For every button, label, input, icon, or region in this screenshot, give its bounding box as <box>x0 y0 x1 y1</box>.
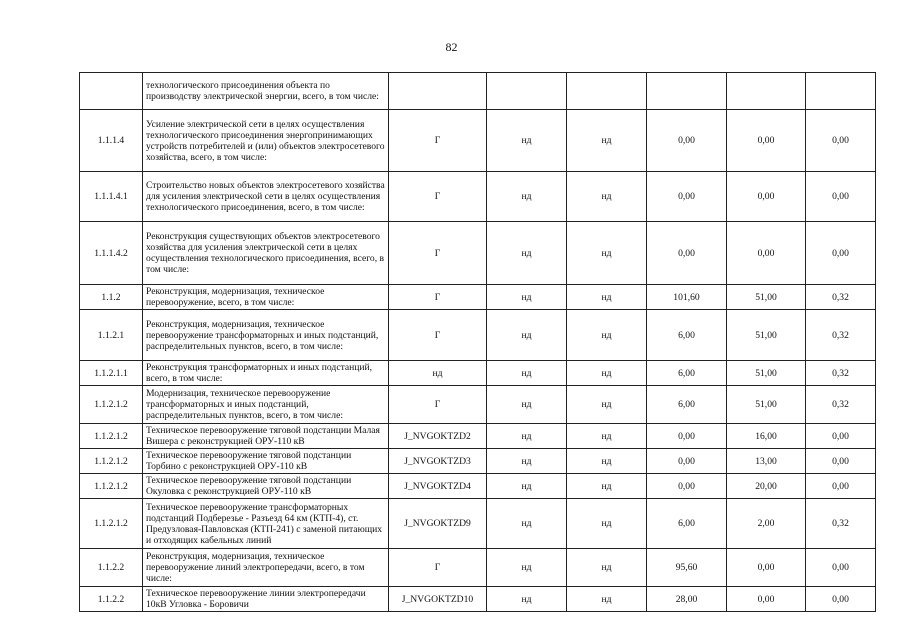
row-number-cell: 1.1.2.1.2 <box>80 424 143 449</box>
table-row <box>80 549 876 587</box>
value-cell-5: 0,00 <box>806 549 876 587</box>
value-cell-4: 51,00 <box>727 310 806 361</box>
value-cell-2: нд <box>567 474 647 499</box>
table-row <box>80 73 876 110</box>
description-cell: Техническое перевооружение линии электропередачи 10кВ Угловка - Боровичи <box>143 587 389 612</box>
value-cell-4 <box>727 73 806 110</box>
value-cell-3: 0,00 <box>647 474 727 499</box>
description-cell: Техническое перевооружение трансформаторных подстанций Подберезье - Разъезд 64 км (КТП-4), ст. Предузловая-Павловская (КТП-241) с заменой питающих и отходящих кабельных линий <box>143 499 389 549</box>
value-cell-1 <box>487 73 567 110</box>
value-cell-3: 6,00 <box>647 386 727 424</box>
value-cell-5: 0,00 <box>806 172 876 222</box>
value-cell-2: нд <box>567 172 647 222</box>
table-row <box>80 361 876 386</box>
value-cell-2: нд <box>567 449 647 474</box>
value-cell-3 <box>647 73 727 110</box>
value-cell-1: нд <box>487 110 567 172</box>
value-cell-1: нд <box>487 361 567 386</box>
value-cell-2: нд <box>567 310 647 361</box>
value-cell-4: 0,00 <box>727 172 806 222</box>
description-cell: Модернизация, техническое перевооружение трансформаторных и иных подстанций, распределительных пунктов, всего, в том числе: <box>143 386 389 424</box>
value-cell-2: нд <box>567 285 647 310</box>
value-cell-5: 0,00 <box>806 474 876 499</box>
description-cell: Реконструкция существующих объектов электросетевого хозяйства для усиления электрической сети в целях осуществления технологического присоединения, всего, в том числе: <box>143 222 389 285</box>
identifier-cell <box>389 73 487 110</box>
description-cell: Усиление электрической сети в целях осуществления технологического присоединения энергопринимающих устройств потребителей и (или) объектов электросетевого хозяйства, всего, в том числе: <box>143 110 389 172</box>
table-row <box>80 222 876 285</box>
description-cell: Техническое перевооружение тяговой подстанции Малая Вишера с реконструкцией ОРУ-110 кВ <box>143 424 389 449</box>
row-number-cell: 1.1.2.1.2 <box>80 499 143 549</box>
value-cell-4: 0,00 <box>727 549 806 587</box>
row-number-cell <box>80 73 143 110</box>
identifier-cell: Г <box>389 310 487 361</box>
value-cell-4: 51,00 <box>727 386 806 424</box>
value-cell-2: нд <box>567 110 647 172</box>
value-cell-4: 20,00 <box>727 474 806 499</box>
identifier-cell: J_NVGOKTZD10 <box>389 587 487 612</box>
description-cell: Реконструкция, модернизация, техническое перевооружение трансформаторных и иных подстанций, распределительных пунктов, всего, в том числе: <box>143 310 389 361</box>
row-number-cell: 1.1.2.1.2 <box>80 386 143 424</box>
row-number-cell: 1.1.2.2 <box>80 587 143 612</box>
value-cell-3: 6,00 <box>647 499 727 549</box>
row-number-cell: 1.1.2.1.2 <box>80 449 143 474</box>
row-number-cell: 1.1.2.2 <box>80 549 143 587</box>
value-cell-2 <box>567 73 647 110</box>
value-cell-4: 0,00 <box>727 587 806 612</box>
row-number-cell: 1.1.1.4.2 <box>80 222 143 285</box>
value-cell-2: нд <box>567 386 647 424</box>
value-cell-5 <box>806 73 876 110</box>
description-cell: Техническое перевооружение тяговой подстанции Торбино с реконструкцией ОРУ-110 кВ <box>143 449 389 474</box>
value-cell-5: 0,00 <box>806 587 876 612</box>
row-number-cell: 1.1.2 <box>80 285 143 310</box>
identifier-cell: Г <box>389 386 487 424</box>
row-number-cell: 1.1.1.4 <box>80 110 143 172</box>
value-cell-2: нд <box>567 499 647 549</box>
value-cell-3: 0,00 <box>647 172 727 222</box>
value-cell-4: 0,00 <box>727 110 806 172</box>
value-cell-1: нд <box>487 222 567 285</box>
value-cell-2: нд <box>567 549 647 587</box>
identifier-cell: нд <box>389 361 487 386</box>
value-cell-1: нд <box>487 424 567 449</box>
table-row <box>80 172 876 222</box>
value-cell-2: нд <box>567 587 647 612</box>
value-cell-1: нд <box>487 474 567 499</box>
value-cell-4: 51,00 <box>727 361 806 386</box>
value-cell-3: 0,00 <box>647 110 727 172</box>
value-cell-4: 0,00 <box>727 222 806 285</box>
value-cell-5: 0,00 <box>806 110 876 172</box>
value-cell-1: нд <box>487 310 567 361</box>
value-cell-2: нд <box>567 424 647 449</box>
value-cell-1: нд <box>487 549 567 587</box>
value-cell-2: нд <box>567 361 647 386</box>
value-cell-1: нд <box>487 449 567 474</box>
table-row <box>80 285 876 310</box>
identifier-cell: J_NVGOKTZD3 <box>389 449 487 474</box>
row-number-cell: 1.1.2.1.2 <box>80 474 143 499</box>
value-cell-5: 0,00 <box>806 424 876 449</box>
table-row <box>80 310 876 361</box>
table-row <box>80 110 876 172</box>
table-row <box>80 424 876 449</box>
value-cell-5: 0,32 <box>806 285 876 310</box>
row-number-cell: 1.1.1.4.1 <box>80 172 143 222</box>
value-cell-3: 28,00 <box>647 587 727 612</box>
identifier-cell: Г <box>389 549 487 587</box>
identifier-cell: Г <box>389 285 487 310</box>
table-body <box>80 73 876 612</box>
value-cell-4: 13,00 <box>727 449 806 474</box>
identifier-cell: J_NVGOKTZD2 <box>389 424 487 449</box>
description-cell: технологического присоединения объекта по производству электрической энергии, всего, в том числе: <box>143 73 389 110</box>
value-cell-1: нд <box>487 499 567 549</box>
value-cell-3: 101,60 <box>647 285 727 310</box>
value-cell-3: 95,60 <box>647 549 727 587</box>
row-number-cell: 1.1.2.1.1 <box>80 361 143 386</box>
value-cell-1: нд <box>487 386 567 424</box>
identifier-cell: J_NVGOKTZD4 <box>389 474 487 499</box>
description-cell: Реконструкция трансформаторных и иных подстанций, всего, в том числе: <box>143 361 389 386</box>
description-cell: Реконструкция, модернизация, техническое перевооружение, всего, в том числе: <box>143 285 389 310</box>
value-cell-5: 0,00 <box>806 449 876 474</box>
value-cell-4: 2,00 <box>727 499 806 549</box>
table-row <box>80 474 876 499</box>
description-cell: Реконструкция, модернизация, техническое перевооружение линий электропередачи, всего, в том числе: <box>143 549 389 587</box>
value-cell-5: 0,32 <box>806 361 876 386</box>
identifier-cell: Г <box>389 222 487 285</box>
value-cell-3: 6,00 <box>647 310 727 361</box>
value-cell-2: нд <box>567 222 647 285</box>
investment-table <box>79 72 876 612</box>
value-cell-5: 0,32 <box>806 310 876 361</box>
value-cell-5: 0,00 <box>806 222 876 285</box>
value-cell-3: 6,00 <box>647 361 727 386</box>
identifier-cell: J_NVGOKTZD9 <box>389 499 487 549</box>
identifier-cell: Г <box>389 110 487 172</box>
value-cell-3: 0,00 <box>647 424 727 449</box>
page-number: 82 <box>445 40 458 54</box>
table-row <box>80 587 876 612</box>
table-row <box>80 386 876 424</box>
value-cell-1: нд <box>487 587 567 612</box>
value-cell-1: нд <box>487 172 567 222</box>
value-cell-5: 0,32 <box>806 499 876 549</box>
row-number-cell: 1.1.2.1 <box>80 310 143 361</box>
table-row <box>80 449 876 474</box>
value-cell-3: 0,00 <box>647 222 727 285</box>
value-cell-4: 51,00 <box>727 285 806 310</box>
value-cell-4: 16,00 <box>727 424 806 449</box>
value-cell-1: нд <box>487 285 567 310</box>
value-cell-5: 0,32 <box>806 386 876 424</box>
description-cell: Техническое перевооружение тяговой подстанции Окуловка с реконструкцией ОРУ-110 кВ <box>143 474 389 499</box>
identifier-cell: Г <box>389 172 487 222</box>
table-row <box>80 499 876 549</box>
description-cell: Строительство новых объектов электросетевого хозяйства для усиления электрической сети в целях осуществления технологического присоединения, всего, в том числе: <box>143 172 389 222</box>
value-cell-3: 0,00 <box>647 449 727 474</box>
